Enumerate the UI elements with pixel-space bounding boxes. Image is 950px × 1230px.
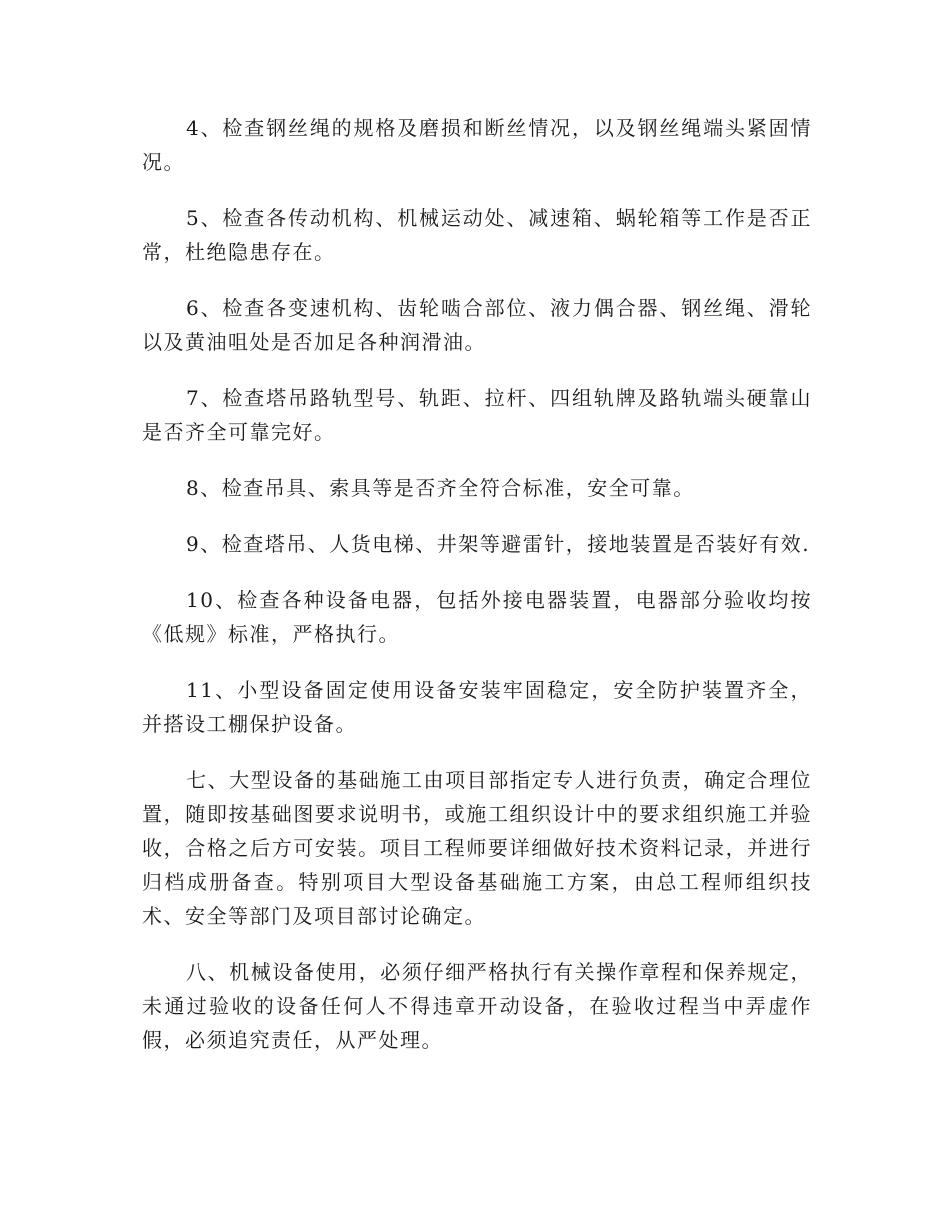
paragraph-section-8: 八、机械设备使用，必须仔细严格执行有关操作章程和保养规定，未通过验收的设备任何人不得违章开动设备，在验收过程当中弄虚作假，必须追究责任，从严处理。 <box>142 960 812 1052</box>
paragraph-item-4: 4、检查钢丝绳的规格及磨损和断丝情况，以及钢丝绳端头紧固情况。 <box>142 116 812 174</box>
paragraph-item-5: 5、检查各传动机构、机械运动处、减速箱、蜗轮箱等工作是否正常，杜绝隐患存在。 <box>142 206 812 264</box>
paragraph-item-7: 7、检查塔吊路轨型号、轨距、拉杆、四组轨牌及路轨端头硬靠山是否齐全可靠完好。 <box>142 386 812 444</box>
paragraph-item-6: 6、检查各变速机构、齿轮啮合部位、液力偶合器、钢丝绳、滑轮以及黄油咀处是否加足各种润滑油。 <box>142 296 812 354</box>
document-body <box>142 111 812 1079</box>
paragraph-item-9: 9、检查塔吊、人货电梯、井架等避雷针，接地装置是否装好有效. <box>186 532 811 556</box>
paragraph-item-10: 10、检查各种设备电器，包括外接电器装置，电器部分验收均按《低规》标准，严格执行。 <box>142 588 812 646</box>
paragraph-section-7: 七、大型设备的基础施工由项目部指定专人进行负责，确定合理位置，随即按基础图要求说明书，或施工组织设计中的要求组织施工并验收，合格之后方可安装。项目工程师要详细做好技术资料记录，并进行归档成册备查。特别项目大型设备基础施工方案，由总工程师组织技术、安全等部门及项目部讨论确定。 <box>142 768 812 928</box>
paragraph-item-8: 8、检查吊具、索具等是否齐全符合标准，安全可靠。 <box>186 476 695 500</box>
paragraph-item-11: 11、小型设备固定使用设备安装牢固稳定，安全防护装置齐全，并搭设工棚保护设备。 <box>142 678 812 736</box>
